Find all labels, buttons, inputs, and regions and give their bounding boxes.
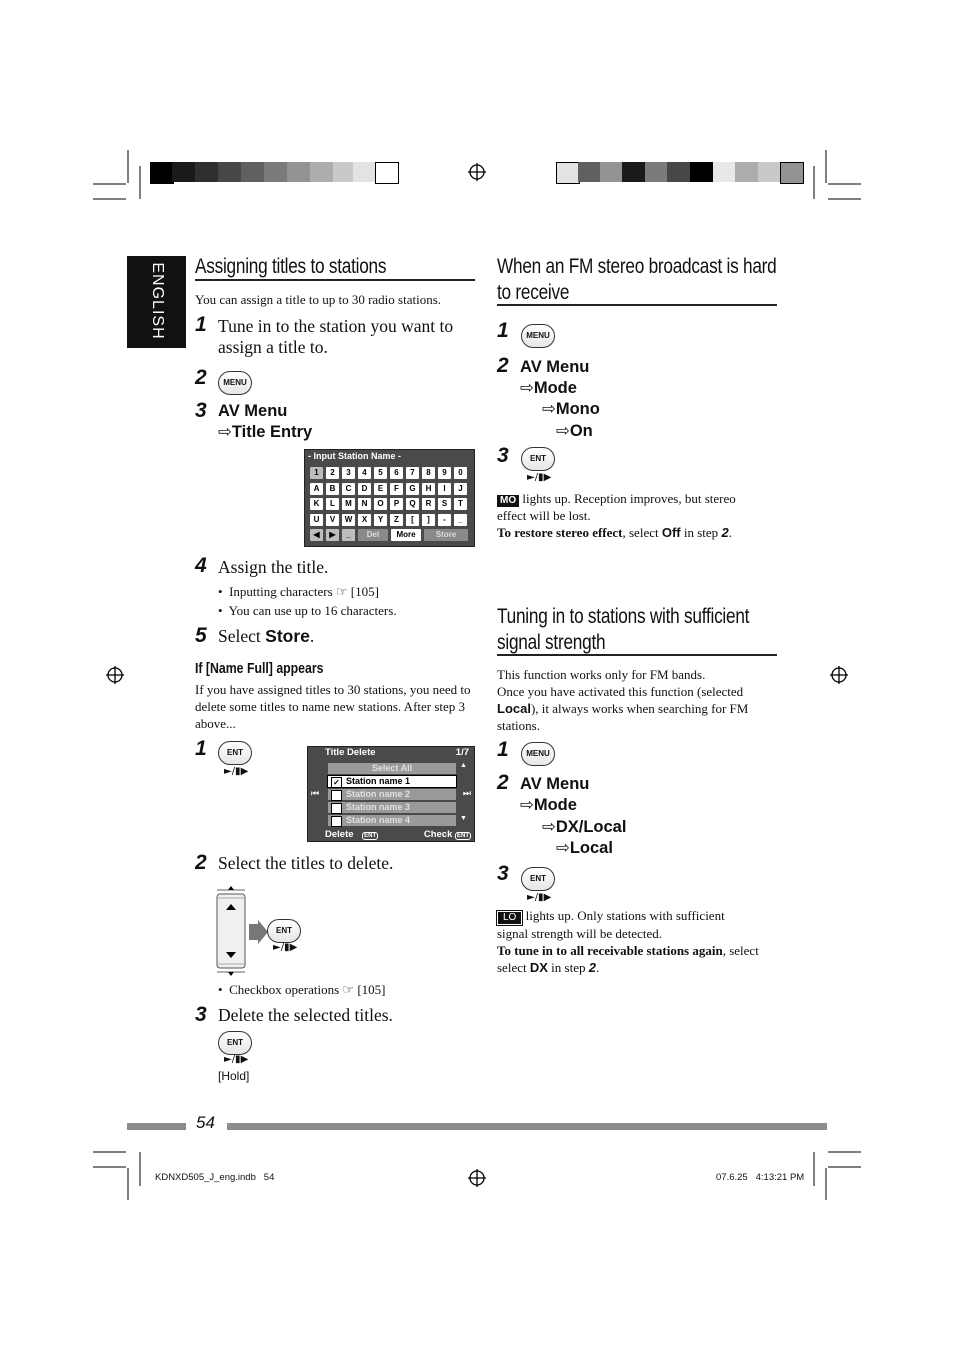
lo-description: LO lights up. Only stations with sufficient signal strength will be detected. To tune in to all receivable stations again, select select DX in step 2.	[497, 908, 759, 975]
menu-path-dx-local: ⇨DX/Local	[542, 818, 627, 836]
language-tab-label: ENGLISH	[149, 262, 166, 340]
mo-description: MO lights up. Reception improves, but stereo effect will be lost. To restore stereo effect, select Off in step 2.	[497, 491, 736, 540]
footer-bar-right	[227, 1123, 827, 1130]
key-F: F	[390, 483, 403, 495]
key-D: D	[358, 483, 371, 495]
select-all-item	[328, 763, 456, 774]
step-4-number: 4	[195, 554, 207, 577]
screen2-page: 1/7	[455, 747, 469, 758]
footer-filename: KDNXD505_J_eng.indb 54	[155, 1172, 275, 1183]
key-bottom-0: ◀	[310, 529, 323, 541]
screen2-title: Title Delete	[325, 747, 376, 758]
key-6: 6	[390, 467, 403, 479]
station-name-item	[328, 802, 456, 813]
key-P: P	[390, 498, 403, 510]
item-label: Select All	[371, 763, 413, 773]
key-T: T	[454, 498, 467, 510]
key-3: 3	[342, 467, 355, 479]
input-station-name-screen	[304, 449, 475, 547]
ent-mini-icon: ENT	[364, 833, 377, 839]
ent-button-icon: ENT	[267, 919, 301, 943]
lo-indicator-icon: LO	[497, 911, 522, 925]
step-5-text: Select Store.	[218, 626, 315, 646]
menu-path-title-entry: ⇨Title Entry	[218, 423, 313, 441]
menu-button-icon: MENU	[521, 324, 555, 348]
screen-header: - Input Station Name -	[308, 451, 401, 461]
step-1-number: 1	[195, 313, 207, 336]
unchecked-box-icon	[331, 803, 342, 814]
av-menu-label: AV Menu	[520, 358, 590, 376]
key-Z: Z	[390, 514, 403, 526]
key-H: H	[422, 483, 435, 495]
key-E: E	[374, 483, 387, 495]
ent-button-icon: ENT	[218, 741, 252, 765]
section-title-assigning: Assigning titles to stations	[195, 255, 387, 278]
next-page-icon: ⏭	[462, 788, 471, 798]
key-]: ]	[422, 514, 435, 526]
title-rule	[195, 279, 475, 281]
station-name-item	[328, 789, 456, 800]
arrow-right-icon: ⇨	[556, 422, 570, 440]
station-name-item	[328, 776, 456, 787]
key-bottom-1: ▶	[326, 529, 339, 541]
section-title-fm-stereo: When an FM stereo broadcast is hard	[497, 255, 777, 278]
unchecked-box-icon	[331, 790, 342, 801]
item-label: Station name 1	[346, 776, 411, 786]
play-pause-icon: ►/▮▶	[273, 942, 298, 953]
step-4-text: Assign the title.	[218, 557, 329, 577]
key-bottom-4: More	[391, 529, 421, 541]
arrow-right-icon: ⇨	[556, 839, 570, 857]
menu-button-icon: MENU	[218, 371, 252, 395]
section-title-signal: Tuning in to stations with sufficient	[497, 605, 750, 628]
menu-path-mode: ⇨Mode	[520, 379, 577, 397]
key-0: 0	[454, 467, 467, 479]
hold-label: [Hold]	[218, 1069, 250, 1083]
key-5: 5	[374, 467, 387, 479]
item-label: Station name 3	[346, 802, 411, 812]
key-A: A	[310, 483, 323, 495]
play-pause-icon: ►/▮▶	[224, 766, 249, 777]
key-bottom-3: Del	[358, 529, 388, 541]
key-V: V	[326, 514, 339, 526]
step-1-text: Tune in to the station you want to assign a title to.	[218, 316, 454, 357]
section-title-fm-stereo-2: to receive	[497, 281, 570, 304]
arrow-right-icon: ⇨	[542, 818, 556, 836]
q-step-3-number: 3	[497, 862, 509, 885]
key-G: G	[406, 483, 419, 495]
r-step-1-number: 1	[497, 319, 509, 342]
r-step-3-number: 3	[497, 444, 509, 467]
substep-3-number: 3	[195, 1003, 207, 1026]
key-O: O	[374, 498, 387, 510]
bullet-checkbox: • Checkbox operations ☞ [105]	[218, 982, 386, 997]
play-pause-icon: ►/▮▶	[527, 892, 552, 903]
key-Q: Q	[406, 498, 419, 510]
key-L: L	[326, 498, 339, 510]
subsection-name-full: If [Name Full] appears	[195, 660, 324, 677]
title-rule	[497, 304, 777, 306]
key-_: _	[454, 514, 467, 526]
checked-box-icon: ✓	[331, 777, 342, 788]
key-B: B	[326, 483, 339, 495]
section-title-signal-2: signal strength	[497, 631, 606, 654]
key-K: K	[310, 498, 323, 510]
ent-button-icon: ENT	[521, 867, 555, 891]
substep-1-number: 1	[195, 737, 207, 760]
key-U: U	[310, 514, 323, 526]
key-I: I	[438, 483, 451, 495]
key-bottom-2: _	[342, 529, 355, 541]
key-N: N	[358, 498, 371, 510]
signal-description: This function works only for FM bands. Once you have activated this function (selected Local), it always works when searching for FM stations.	[497, 667, 749, 733]
ent-button-icon: ENT	[218, 1031, 252, 1055]
title-delete-screen	[307, 746, 475, 842]
menu-button-icon: MENU	[521, 742, 555, 766]
key-[: [	[406, 514, 419, 526]
substep-2-number: 2	[195, 851, 207, 874]
item-label: Station name 2	[346, 789, 411, 799]
name-full-text: If you have assigned titles to 30 stations, you need to delete some titles to name new stations. After step 3 above...	[195, 682, 471, 731]
footer-date: 07.6.25 4:13:21 PM	[716, 1172, 805, 1183]
key-9: 9	[438, 467, 451, 479]
bullet-16-chars: • You can use up to 16 characters.	[218, 603, 397, 618]
scroll-down-icon: ▼	[460, 815, 467, 822]
av-menu-label: AV Menu	[218, 402, 288, 420]
q-step-1-number: 1	[497, 738, 509, 761]
av-menu-label: AV Menu	[520, 775, 590, 793]
key-bottom-5: Store	[424, 529, 468, 541]
substep-2-text: Select the titles to delete.	[218, 853, 394, 873]
intro-text: You can assign a title to up to 30 radio stations.	[195, 292, 442, 307]
language-tab	[127, 256, 186, 348]
bullet-inputting: • Inputting characters ☞ [105]	[218, 584, 379, 599]
substep-3-text: Delete the selected titles.	[218, 1005, 393, 1025]
step-3-number: 3	[195, 399, 207, 422]
q-step-2-number: 2	[497, 771, 509, 794]
item-label: Station name 4	[346, 815, 411, 825]
key-J: J	[454, 483, 467, 495]
arrow-right-icon: ⇨	[520, 379, 534, 397]
arrow-right-icon: ⇨	[218, 423, 232, 441]
menu-path-mono: ⇨Mono	[542, 400, 600, 418]
screen2-check: Check ENT	[423, 829, 469, 840]
key-S: S	[438, 498, 451, 510]
menu-path-local: ⇨Local	[556, 839, 613, 857]
ent-button-icon: ENT	[521, 447, 555, 471]
ent-mini-icon: ENT	[457, 833, 469, 839]
key-M: M	[342, 498, 355, 510]
key-8: 8	[422, 467, 435, 479]
title-rule	[497, 654, 777, 656]
scroll-up-icon: ▲	[460, 762, 467, 769]
key-C: C	[342, 483, 355, 495]
arrow-right-icon: ⇨	[520, 796, 534, 814]
menu-path-mode: ⇨Mode	[520, 796, 577, 814]
r-step-2-number: 2	[497, 354, 509, 377]
prev-page-icon: ⏮	[311, 788, 320, 798]
key-2: 2	[326, 467, 339, 479]
station-name-item	[328, 815, 456, 826]
screen2-delete: Delete ENT	[325, 829, 377, 840]
key-Y: Y	[374, 514, 387, 526]
mo-indicator-icon: MO	[497, 495, 519, 507]
key-W: W	[342, 514, 355, 526]
key-4: 4	[358, 467, 371, 479]
page-number: 54	[196, 1113, 215, 1132]
key-1: 1	[310, 467, 323, 479]
key-7: 7	[406, 467, 419, 479]
key-R: R	[422, 498, 435, 510]
play-pause-icon: ►/▮▶	[527, 472, 552, 483]
key--: -	[438, 514, 451, 526]
footer-bar-left	[127, 1123, 186, 1130]
play-pause-icon: ►/▮▶	[224, 1054, 249, 1065]
key-X: X	[358, 514, 371, 526]
step-5-number: 5	[195, 624, 207, 647]
menu-path-on: ⇨On	[556, 422, 593, 440]
arrow-right-icon: ⇨	[542, 400, 556, 418]
step-2-number: 2	[195, 366, 207, 389]
unchecked-box-icon	[331, 816, 342, 827]
